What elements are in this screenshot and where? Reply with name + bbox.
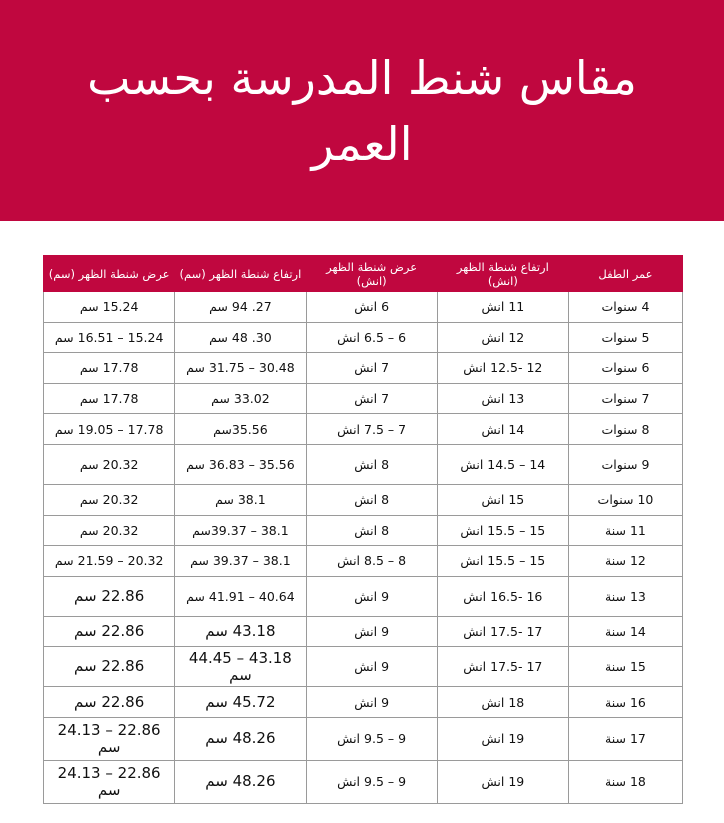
table-row bbox=[44, 616, 683, 647]
cell-age: 9 سنوات bbox=[568, 444, 682, 484]
cell-height-cm: 33.02 سم bbox=[175, 383, 306, 414]
header-width-cm: عرض شنطة الظهر (سم) bbox=[44, 256, 175, 292]
table-row bbox=[44, 322, 683, 353]
cell-width-cm: 20.32 سم bbox=[44, 484, 175, 515]
size-table-container bbox=[43, 255, 683, 804]
cell-height-cm: 35.56 – 36.83 سم bbox=[175, 444, 306, 484]
header-height-inch: ارتفاع شنطة الظهر (انش) bbox=[437, 256, 568, 292]
cell-width-cm: 22.86 سم bbox=[44, 616, 175, 647]
header-child-age: عمر الطفل bbox=[568, 256, 682, 292]
table-row bbox=[44, 414, 683, 445]
cell-width-inch: 9 – 9.5 انش bbox=[306, 717, 437, 760]
cell-height-inch: 17 -17.5 انش bbox=[437, 616, 568, 647]
table-row bbox=[44, 760, 683, 803]
cell-height-cm: 43.18 سم bbox=[175, 616, 306, 647]
cell-height-cm: 27. 94 سم bbox=[175, 292, 306, 323]
cell-age: 14 سنة bbox=[568, 616, 682, 647]
table-row bbox=[44, 353, 683, 384]
cell-height-cm: 48.26 سم bbox=[175, 760, 306, 803]
cell-height-inch: 11 انش bbox=[437, 292, 568, 323]
cell-height-cm: 38.1 – 39.37سم bbox=[175, 515, 306, 546]
cell-width-inch: 9 انش bbox=[306, 616, 437, 647]
bag-size-table bbox=[43, 255, 683, 804]
cell-height-inch: 15 – 15.5 انش bbox=[437, 546, 568, 577]
cell-height-cm: 45.72 سم bbox=[175, 687, 306, 718]
cell-height-inch: 19 انش bbox=[437, 760, 568, 803]
cell-width-cm: 17.78 – 19.05 سم bbox=[44, 414, 175, 445]
cell-age: 11 سنة bbox=[568, 515, 682, 546]
cell-width-cm: 22.86 سم bbox=[44, 687, 175, 718]
cell-width-cm: 20.32 سم bbox=[44, 444, 175, 484]
table-row bbox=[44, 444, 683, 484]
table-row bbox=[44, 687, 683, 718]
table-row bbox=[44, 717, 683, 760]
cell-height-cm: 48.26 سم bbox=[175, 717, 306, 760]
cell-age: 16 سنة bbox=[568, 687, 682, 718]
cell-width-inch: 8 – 8.5 انش bbox=[306, 546, 437, 577]
cell-age: 15 سنة bbox=[568, 647, 682, 687]
cell-height-cm: 30. 48 سم bbox=[175, 322, 306, 353]
cell-height-inch: 13 انش bbox=[437, 383, 568, 414]
cell-height-cm: 38.1 سم bbox=[175, 484, 306, 515]
cell-height-inch: 16 -16.5 انش bbox=[437, 576, 568, 616]
cell-width-inch: 9 – 9.5 انش bbox=[306, 760, 437, 803]
header-width-inch: عرض شنطة الظهر (انش) bbox=[306, 256, 437, 292]
cell-width-inch: 8 انش bbox=[306, 444, 437, 484]
cell-width-cm: 22.86 – 24.13 سم bbox=[44, 760, 175, 803]
cell-height-cm: 43.18 – 44.45 سم bbox=[175, 647, 306, 687]
cell-width-cm: 17.78 سم bbox=[44, 353, 175, 384]
cell-width-inch: 6 – 6.5 انش bbox=[306, 322, 437, 353]
page-title bbox=[52, 45, 672, 177]
cell-height-cm: 38.1 – 39.37 سم bbox=[175, 546, 306, 577]
cell-height-inch: 12 انش bbox=[437, 322, 568, 353]
table-row bbox=[44, 546, 683, 577]
cell-height-cm: 40.64 – 41.91 سم bbox=[175, 576, 306, 616]
cell-height-inch: 15 – 15.5 انش bbox=[437, 515, 568, 546]
cell-age: 17 سنة bbox=[568, 717, 682, 760]
cell-height-inch: 15 انش bbox=[437, 484, 568, 515]
cell-width-cm: 22.86 – 24.13 سم bbox=[44, 717, 175, 760]
cell-width-inch: 9 انش bbox=[306, 687, 437, 718]
table-row bbox=[44, 484, 683, 515]
cell-width-inch: 7 انش bbox=[306, 353, 437, 384]
table-header-row bbox=[44, 256, 683, 292]
cell-age: 6 سنوات bbox=[568, 353, 682, 384]
cell-height-inch: 17 -17.5 انش bbox=[437, 647, 568, 687]
cell-width-inch: 7 انش bbox=[306, 383, 437, 414]
table-row bbox=[44, 515, 683, 546]
table-row bbox=[44, 383, 683, 414]
cell-age: 10 سنوات bbox=[568, 484, 682, 515]
cell-age: 12 سنة bbox=[568, 546, 682, 577]
cell-height-inch: 14 – 14.5 انش bbox=[437, 444, 568, 484]
cell-age: 18 سنة bbox=[568, 760, 682, 803]
cell-width-inch: 8 انش bbox=[306, 515, 437, 546]
table-row bbox=[44, 292, 683, 323]
cell-width-inch: 9 انش bbox=[306, 576, 437, 616]
cell-width-cm: 22.86 سم bbox=[44, 576, 175, 616]
cell-age: 8 سنوات bbox=[568, 414, 682, 445]
cell-age: 13 سنة bbox=[568, 576, 682, 616]
cell-height-cm: 35.56سم bbox=[175, 414, 306, 445]
cell-width-cm: 20.32 سم bbox=[44, 515, 175, 546]
header-height-cm: ارتفاع شنطة الظهر (سم) bbox=[175, 256, 306, 292]
cell-height-inch: 12 -12.5 انش bbox=[437, 353, 568, 384]
cell-height-inch: 14 انش bbox=[437, 414, 568, 445]
page-title-line-1: مقاس شنط المدرسة بحسب bbox=[87, 50, 637, 105]
cell-height-inch: 19 انش bbox=[437, 717, 568, 760]
cell-width-cm: 22.86 سم bbox=[44, 647, 175, 687]
cell-height-inch: 18 انش bbox=[437, 687, 568, 718]
title-banner bbox=[0, 0, 724, 221]
cell-width-cm: 15.24 سم bbox=[44, 292, 175, 323]
cell-width-inch: 9 انش bbox=[306, 647, 437, 687]
cell-age: 5 سنوات bbox=[568, 322, 682, 353]
cell-age: 4 سنوات bbox=[568, 292, 682, 323]
table-row bbox=[44, 576, 683, 616]
cell-height-cm: 30.48 – 31.75 سم bbox=[175, 353, 306, 384]
cell-width-cm: 17.78 سم bbox=[44, 383, 175, 414]
cell-width-inch: 7 – 7.5 انش bbox=[306, 414, 437, 445]
cell-width-cm: 15.24 – 16.51 سم bbox=[44, 322, 175, 353]
page-title-line-2: العمر bbox=[311, 116, 413, 171]
table-row bbox=[44, 647, 683, 687]
cell-width-inch: 8 انش bbox=[306, 484, 437, 515]
cell-width-cm: 20.32 – 21.59 سم bbox=[44, 546, 175, 577]
cell-age: 7 سنوات bbox=[568, 383, 682, 414]
cell-width-inch: 6 انش bbox=[306, 292, 437, 323]
